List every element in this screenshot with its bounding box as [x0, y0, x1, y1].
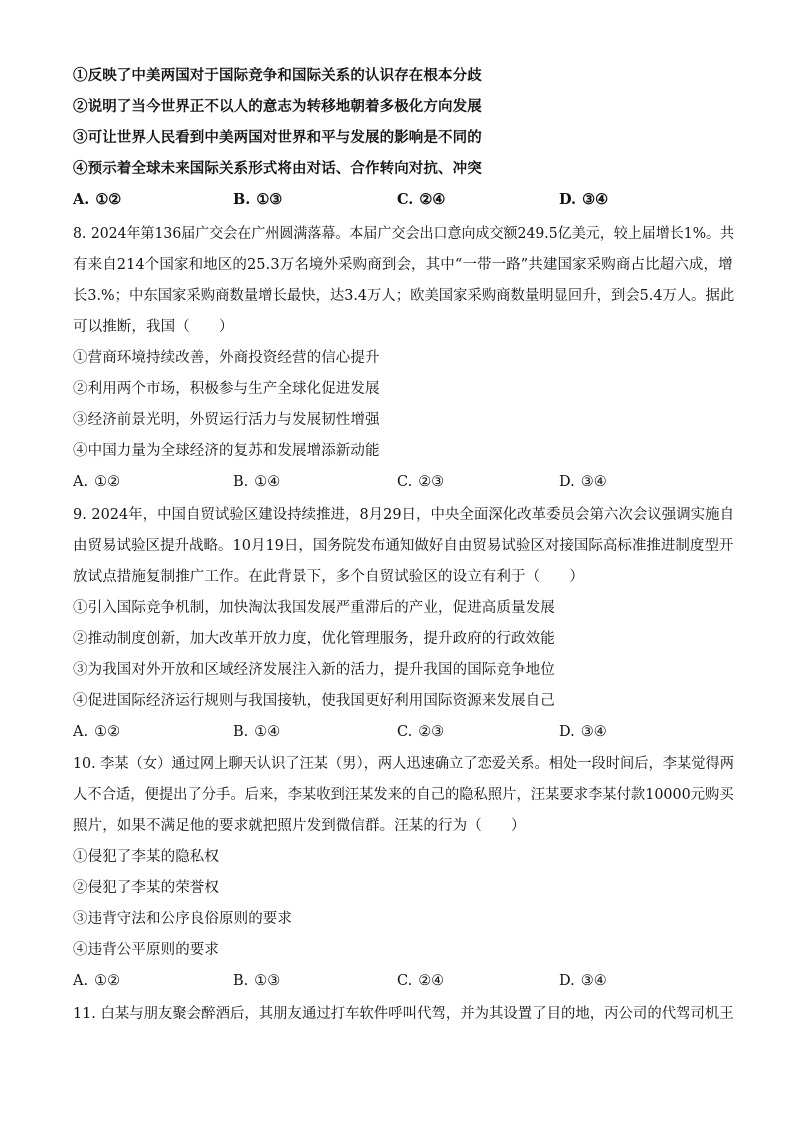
q10-item-2: ②侵犯了李某的荣誉权: [73, 880, 219, 896]
q8-option-d[interactable]: D. ③④: [559, 474, 607, 490]
q10-item-1: ①侵犯了李某的隐私权: [73, 849, 219, 865]
q7-item-4: ④预示着全球未来国际关系形式将由对话、合作转向对抗、冲突: [73, 160, 482, 177]
q8-item-4: ④中国力量为全球经济的复苏和发展增添新动能: [73, 443, 380, 459]
q8-stem-line-2: 有来自214个国家和地区的25.3万名境外采购商到会，其中“一带一路”共建国家采购商占比超六成，增: [73, 257, 733, 273]
q8-options: [73, 472, 723, 492]
q7-options: [73, 190, 723, 210]
q8-item-1: ①营商环境持续改善，外商投资经营的信心提升: [73, 350, 380, 366]
q7-item-2: ②说明了当今世界正不以人的意志为转移地朝着多极化方向发展: [73, 98, 482, 115]
q9-stem-line-3: 放试点措施复制推广工作。在此背景下，多个自贸试验区的设立有利于（ ）: [73, 569, 584, 585]
q10-option-d[interactable]: D. ③④: [559, 973, 607, 989]
q10-stem-line-1: 10. 李某（女）通过网上聊天认识了汪某（男），两人迅速确立了恋爱关系。相处一段时间后，李某觉得两: [73, 756, 734, 772]
q10-stem-line-3: 照片，如果不满足他的要求就把照片发到微信群。汪某的行为（ ）: [73, 818, 526, 834]
q8-stem-line-3: 长3.%；中东国家采购商数量增长最快，达3.4万人；欧美国家采购商数量明显回升，到会5.4万人。据此: [73, 288, 735, 304]
q7-item-3: ③可让世界人民看到中美两国对世界和平与发展的影响是不同的: [73, 129, 482, 146]
q8-option-c[interactable]: C. ②③: [397, 474, 445, 490]
q10-option-c[interactable]: C. ②④: [397, 973, 445, 989]
q7-option-a[interactable]: A. ①②: [73, 191, 122, 208]
q10-options: [73, 971, 723, 991]
q9-stem-line-1: 9. 2024年，中国自贸试验区建设持续推进，8月29日，中央全面深化改革委员会第六次会议强调实施自: [73, 507, 735, 523]
q9-option-d[interactable]: D. ③④: [559, 724, 607, 740]
q7-item-1: ①反映了中美两国对于国际竞争和国际关系的认识存在根本分歧: [73, 67, 482, 84]
q8-item-3: ③经济前景光明，外贸运行活力与发展韧性增强: [73, 412, 380, 428]
q9-options: [73, 722, 723, 742]
q10-stem-line-2: 人不合适，便提出了分手。后来，李某收到汪某发来的自己的隐私照片，汪某要求李某付款10000元购买: [73, 787, 734, 803]
q10-option-b[interactable]: B. ①③: [233, 973, 281, 989]
q11-stem-line-1: 11. 白某与朋友聚会醉酒后，其朋友通过打车软件呼叫代驾，并为其设置了目的地，丙公司的代驾司机王: [73, 1006, 734, 1022]
q9-item-3: ③为我国对外开放和区域经济发展注入新的活力，提升我国的国际竞争地位: [73, 662, 555, 678]
q10-option-a[interactable]: A. ①②: [73, 973, 121, 989]
q9-option-b[interactable]: B. ①④: [233, 724, 281, 740]
q8-stem-line-1: 8. 2024年第136届广交会在广州圆满落幕。本届广交会出口意向成交额249.5亿美元，较上届增长1%。共: [73, 226, 735, 242]
q9-item-4: ④促进国际经济运行规则与我国接轨，使我国更好利用国际资源来发展自己: [73, 693, 555, 709]
q9-option-c[interactable]: C. ②③: [397, 724, 445, 740]
q8-item-2: ②利用两个市场，积极参与生产全球化促进发展: [73, 381, 380, 397]
q7-option-b[interactable]: B. ①③: [233, 191, 283, 208]
q9-item-2: ②推动制度创新，加大改革开放力度，优化管理服务，提升政府的行政效能: [73, 631, 555, 647]
q7-option-c[interactable]: C. ②④: [397, 191, 446, 208]
q9-stem-line-2: 由贸易试验区提升战略。10月19日，国务院发布通知做好自由贸易试验区对接国际高标准推进制度型开: [73, 538, 734, 554]
q7-option-d[interactable]: D. ③④: [559, 191, 609, 208]
q10-item-4: ④违背公平原则的要求: [73, 942, 219, 958]
q9-item-1: ①引入国际竞争机制，加快淘汰我国发展严重滞后的产业，促进高质量发展: [73, 600, 555, 616]
q8-option-a[interactable]: A. ①②: [73, 474, 121, 490]
q8-stem-line-4: 可以推断，我国（ ）: [73, 319, 234, 335]
q9-option-a[interactable]: A. ①②: [73, 724, 121, 740]
q10-item-3: ③违背守法和公序良俗原则的要求: [73, 911, 292, 927]
q8-option-b[interactable]: B. ①④: [233, 474, 281, 490]
